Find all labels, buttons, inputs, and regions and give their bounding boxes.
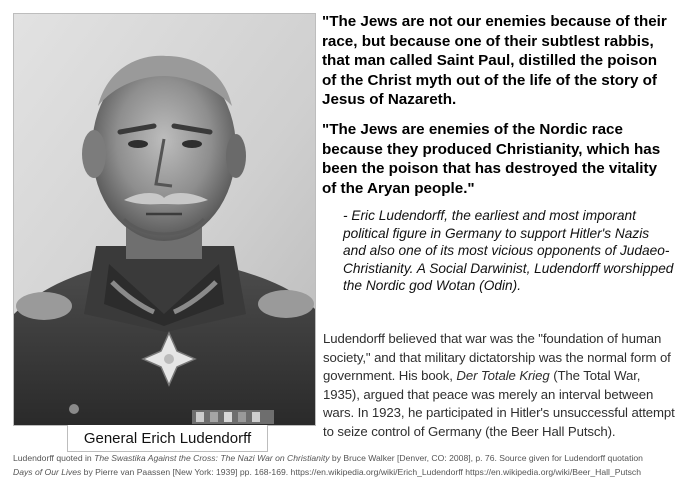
portrait-photo (13, 13, 316, 426)
footnote-text-2b: by Pierre van Paassen [New York: 1939] pp. 168-169. https://en.wikipedia.org/wiki/Erich_Ludendorff https://en.wikipedia.org/wiki/Beer_Hall_Putsch (81, 466, 642, 477)
bio-text-1: Ludendorff believed that war was the "foundation of human society," and that military dictatorship was the normal form of government. His book, (323, 331, 671, 383)
quote-2: "The Jews are enemies of the Nordic race because they produced Christianity, which has been the poison that has destroyed the vitality of the Aryan people." (322, 121, 661, 197)
bio-text-2: (The Total War, 1935), argued that peace was merely an interval between wars. In 1923, he participated in Hitler's unsuccessful attempt to seize control of Germany (the Beer Hall Putsch). (323, 368, 675, 439)
footnote-book-title-1: The Swastika Against the Cross: The Nazi War on Christianity (94, 453, 330, 463)
photo-caption (67, 425, 268, 452)
footnote-line-1 (13, 452, 677, 466)
portrait-image (14, 14, 315, 425)
footnote-line-2 (13, 466, 677, 480)
source-footnote (13, 452, 677, 479)
footnote-text-1b: by Bruce Walker [Denver, CO: 2008], p. 76. Source given for Ludendorff quotation (329, 453, 643, 463)
photo-caption-text: General Erich Ludendorff (83, 429, 252, 447)
biography-paragraph (323, 330, 677, 441)
quote-attribution: - Eric Ludendorff, the earliest and most imporant political figure in Germany to support Hitler's Nazis and also one of its most vicious opponents of Judaeo-Christianity. A Social Darwinist, Ludendorff worshipped the Nordic god Wotan (Odin). (343, 208, 674, 294)
footnote-text-1a: Ludendorff quoted in (13, 453, 95, 463)
bio-book-title: Der Totale Krieg (456, 368, 550, 383)
footnote-book-title-2: Days of Our Lives (13, 466, 82, 477)
quote-1: "The Jews are not our enemies because of their race, but because one of their subtlest rabbis, that man called Saint Paul, distilled the poison of the Christ myth out of the life of the story of Jesus of Nazareth. (322, 13, 667, 109)
